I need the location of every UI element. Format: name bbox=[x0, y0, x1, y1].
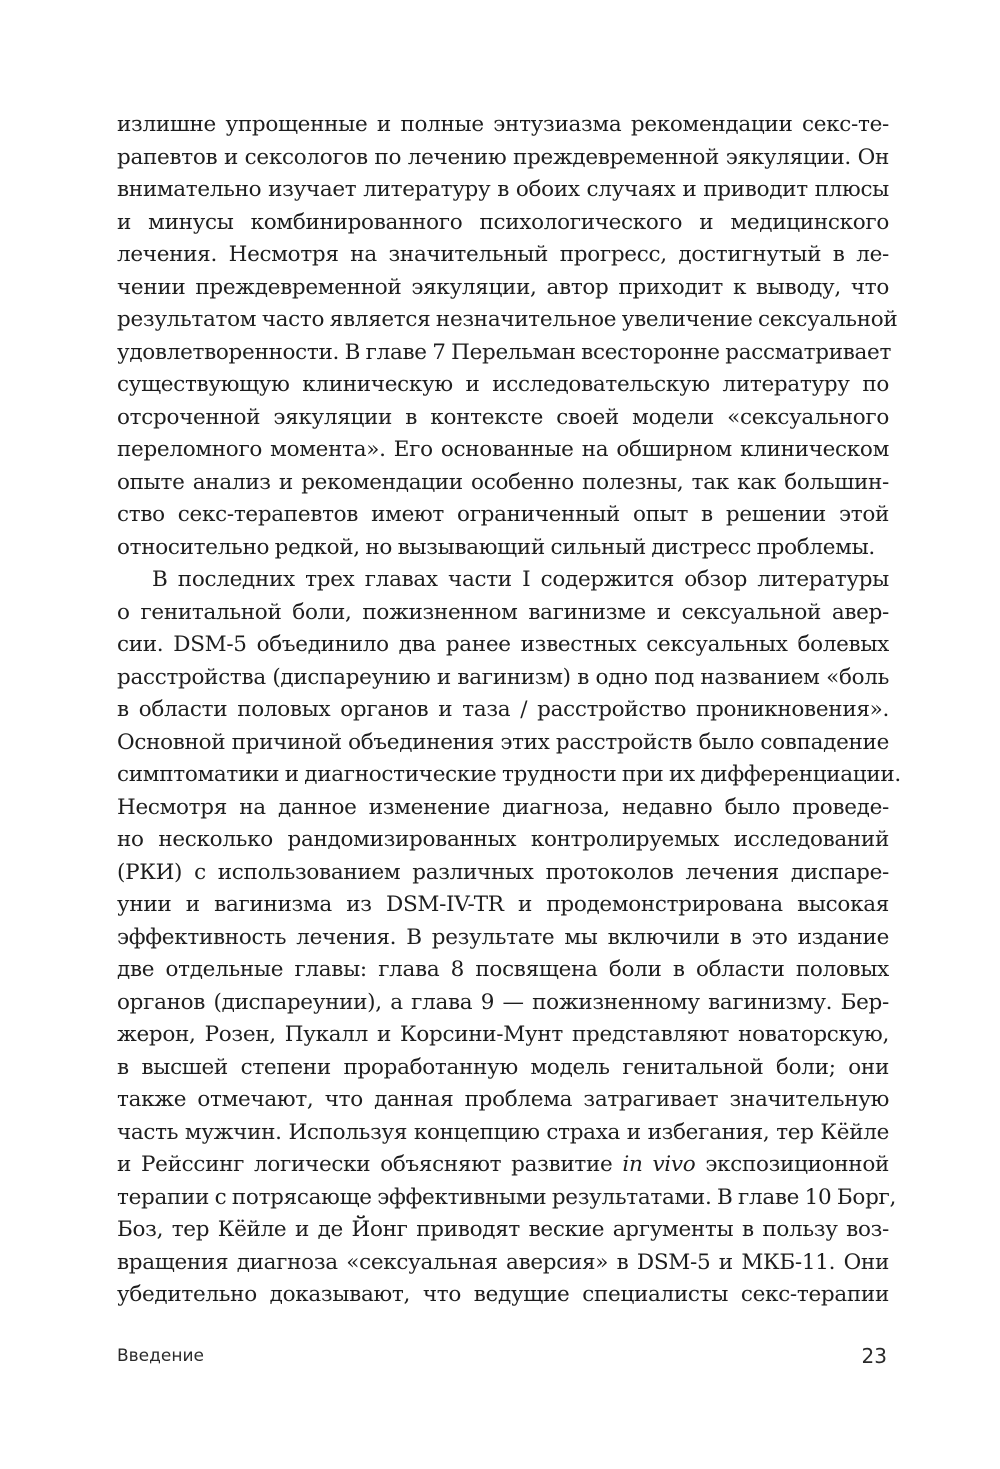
text-segment: экспозиционной bbox=[695, 1152, 890, 1177]
text-line: также отмечают, что данная проблема затрагивает значительную bbox=[117, 1087, 889, 1112]
text-line bbox=[117, 1149, 889, 1182]
text-line: ство секс-терапевтов имеют ограниченный опыт в решении этой bbox=[117, 502, 889, 527]
text-line: в области половых органов и таза / расстройство проникновения». bbox=[117, 697, 889, 722]
text-line: унии и вагинизма из DSM-IV-TR и продемонстрирована высокая bbox=[117, 892, 889, 917]
text-line: вращения диагноза «сексуальная аверсия» в DSM-5 и МКБ-11. Они bbox=[117, 1249, 889, 1275]
text-line: чении преждевременной эякуляции, автор приходит к выводу, что bbox=[117, 274, 889, 300]
text-line: Основной причиной объединения этих расстройств было совпадение bbox=[117, 729, 889, 755]
italic-term: in vivo bbox=[622, 1152, 696, 1177]
text-line: переломного момента». Его основанные на обширном клиническом bbox=[117, 437, 889, 462]
text-line: лечения. Несмотря на значительный прогресс, достигнутый в ле- bbox=[117, 242, 889, 267]
text-line: убедительно доказывают, что ведущие специалисты секс-терапии bbox=[117, 1282, 889, 1307]
text-line: терапии с потрясающе эффективными результатами. В главе 10 Борг, bbox=[117, 1184, 897, 1210]
text-line: рапевтов и сексологов по лечению преждевременной эякуляции. Он bbox=[117, 144, 889, 170]
text-line: в высшей степени проработанную модель генитальной боли; они bbox=[117, 1054, 889, 1080]
text-line: существующую клиническую и исследовательскую литературу по bbox=[117, 372, 889, 397]
text-line: Несмотря на данное изменение диагноза, недавно было проведе- bbox=[117, 794, 889, 820]
text-line: часть мужчин. Используя концепцию страха и избегания, тер Кёйле bbox=[117, 1119, 889, 1145]
text-line: расстройства (диспареунию и вагинизм) в одно под названием «боль bbox=[117, 664, 889, 690]
text-line: Боз, тер Кёйле и де Йонг приводят веские аргументы в пользу воз- bbox=[117, 1217, 889, 1242]
text-line: излишне упрощенные и полные энтузиазма рекомендации секс-те- bbox=[117, 112, 889, 137]
page-number: 23 bbox=[861, 1344, 887, 1368]
text-segment: и Рейссинг логически объясняют развитие bbox=[117, 1152, 623, 1177]
text-line: сии. DSM-5 объединило два ранее известных сексуальных болевых bbox=[117, 632, 889, 657]
running-footer-section: Введение bbox=[117, 1346, 204, 1366]
text-line: симптоматики и диагностические трудности при их дифференциации. bbox=[117, 762, 901, 787]
text-line: и минусы комбинированного психологического и медицинского bbox=[117, 209, 889, 235]
text-line: две отдельные главы: глава 8 посвящена боли в области половых bbox=[117, 957, 889, 982]
text-line: опыте анализ и рекомендации особенно полезны, так как большин- bbox=[117, 469, 889, 495]
text-line: результатом часто является незначительное увеличение сексуальной bbox=[117, 307, 898, 332]
text-line: относительно редкой, но вызывающий сильный дистресс проблемы. bbox=[117, 534, 875, 560]
text-line: но несколько рандомизированных контролируемых исследований bbox=[117, 827, 889, 852]
text-line: эффективность лечения. В результате мы включили в это издание bbox=[117, 924, 889, 950]
text-line: (РКИ) с использованием различных протоколов лечения диспаре- bbox=[117, 859, 889, 885]
text-line: о генитальной боли, пожизненном вагинизме и сексуальной авер- bbox=[117, 599, 889, 625]
body-text bbox=[117, 109, 901, 1312]
text-line: жерон, Розен, Пукалл и Корсини-Мунт представляют новаторскую, bbox=[117, 1022, 889, 1047]
text-line: органов (диспареунии), а глава 9 — пожизненному вагинизму. Бер- bbox=[117, 989, 889, 1015]
text-line: В последних трех главах части I содержится обзор литературы bbox=[152, 567, 889, 592]
text-line: отсроченной эякуляции в контексте своей модели «сексуального bbox=[117, 404, 889, 430]
text-line: удовлетворенности. В главе 7 Перельман всесторонне рассматривает bbox=[117, 339, 892, 365]
text-line: внимательно изучает литературу в обоих случаях и приводит плюсы bbox=[117, 177, 889, 202]
